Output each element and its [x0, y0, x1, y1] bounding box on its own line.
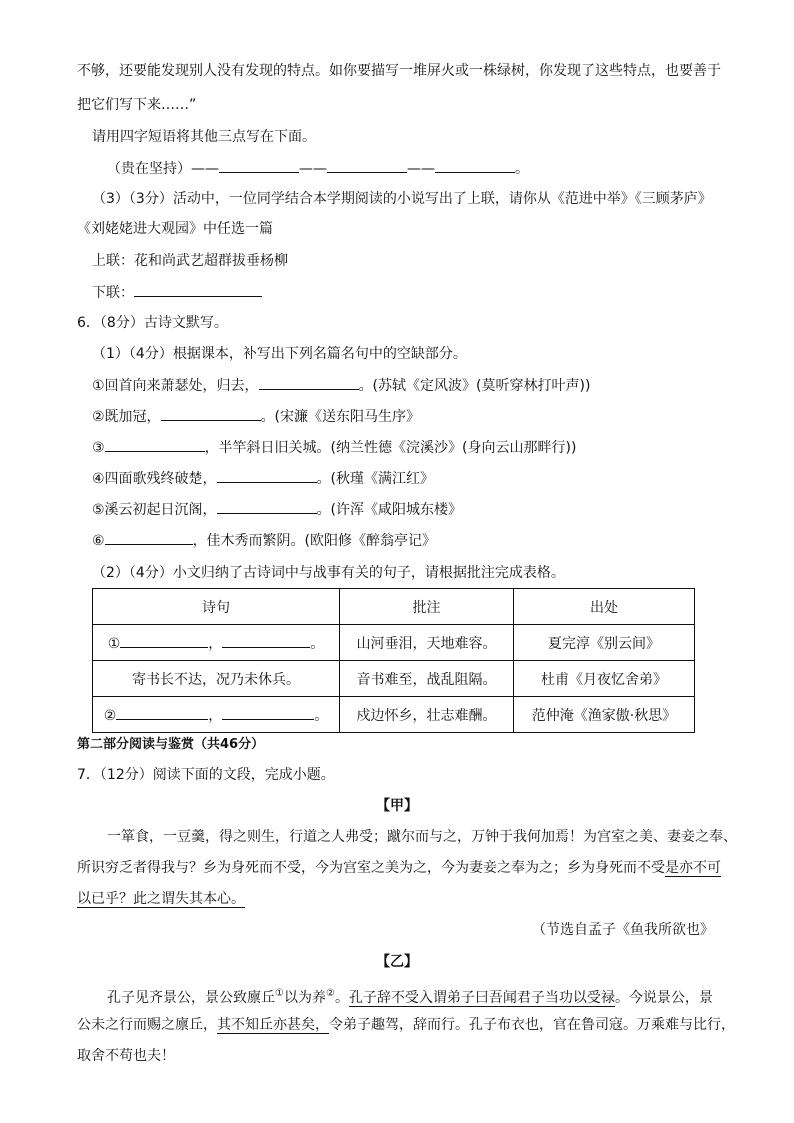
table-row-1-verse [93, 625, 340, 661]
q6-item-2-post: 。(宋濂《送东阳马生序》 [260, 409, 421, 425]
answer-line [107, 158, 529, 179]
row-1-sep: ， [208, 635, 223, 652]
row-3-end: 。 [314, 707, 329, 724]
jia-underlined-sentence-b: 以已乎？此之谓失其本心。 [77, 891, 245, 907]
answer-blank-3[interactable] [435, 158, 515, 173]
row-3-sep: ， [208, 707, 223, 724]
jia-line-3 [77, 889, 245, 909]
yi-line-1-a: 孔子见齐景公，景公致廪丘 [107, 990, 275, 1006]
jia-underlined-sentence-a: 是亦不可 [665, 860, 721, 876]
q6-item-2-pre: ②既加冠， [92, 409, 161, 425]
q3-line-2: 《刘姥姥进大观园》中任选一篇 [77, 221, 273, 237]
table-row-1-note: 山河垂泪，天地难容。 [340, 625, 514, 661]
intro-instruction: 请用四字短语将其他三点写在下面。 [92, 129, 316, 145]
answer-blank-1[interactable] [219, 158, 299, 173]
table-row [93, 625, 695, 661]
q6-item-4-blank[interactable] [217, 468, 317, 483]
q3-line-1: （3）（3分）活动中，一位同学结合本学期阅读的小说写出了上联，请你从《范进中举》《三顾茅庐》 [92, 191, 712, 207]
row-3-prefix: ② [103, 707, 117, 724]
jia-line-2-text: 所识穷乏者得我与？乡为身死而不受，今为宫室之美为之，今为妻妾之奉为之；乡为身死而不受 [77, 860, 665, 876]
answer-blank-2[interactable] [327, 158, 407, 173]
answer-dash-1: —— [299, 161, 327, 177]
q6-item-6 [92, 530, 436, 551]
row-3-blank-1[interactable] [116, 705, 208, 720]
yi-title: 【乙】 [376, 954, 418, 970]
table-row-2-verse: 寄书长不达，况乃未休兵。 [93, 661, 340, 697]
yi-line-2-a: 公未之行而赐之廪丘， [77, 1017, 217, 1033]
q6-item-6-post: ，佳木秀而繁阴。(欧阳修《醉翁亭记》 [192, 533, 437, 549]
jia-line-2 [77, 858, 721, 878]
answer-dash-2: —— [407, 161, 435, 177]
table-row-2-note: 音书难至，战乱阻隔。 [340, 661, 514, 697]
answer-prefix: （贵在坚持）—— [107, 161, 219, 177]
table-row-3-note: 戍边怀乡，壮志难酬。 [340, 697, 514, 733]
q6-item-2-blank[interactable] [161, 406, 261, 421]
q3-lower-couplet [92, 282, 262, 303]
q6-item-3 [92, 437, 576, 458]
poem-table [92, 588, 695, 733]
q3-upper-couplet: 上联：花和尚武艺超群拔垂杨柳 [92, 253, 288, 269]
intro-line-1: 不够，还要能发现别人没有发现的特点。如你要描写一堆屏火或一株绿树，你发现了这些特点，也要善于 [77, 63, 721, 79]
q6-item-1-pre: ①回首向来萧瑟处，归去， [92, 378, 259, 394]
footnote-mark-2: ② [325, 988, 335, 999]
part2-title: 第二部分阅读与鉴赏（共46分） [77, 737, 265, 752]
q6-item-3-post: ，半竿斜日旧关城。(纳兰性德《浣溪沙》(身向云山那畔行)) [204, 440, 577, 456]
yi-line-3: 取舍不苟也夫！ [77, 1048, 175, 1064]
row-1-blank-2[interactable] [222, 633, 310, 648]
q6-part2: （2）（4分）小文归纳了古诗词中与战事有关的句子，请根据批注完成表格。 [92, 565, 565, 581]
yi-line-1 [107, 984, 713, 1008]
table-row-3-verse [93, 697, 340, 733]
yi-underlined-sentence-a: 孔子辞不受入谓弟子曰吾闻君子当功以受禄 [348, 990, 615, 1006]
q6-item-5-post: 。(许浑《咸阳城东楼》 [316, 502, 463, 518]
q6-item-1-blank[interactable] [259, 375, 359, 390]
q7-title: 7．（12分）阅读下面的文段，完成小题。 [77, 767, 335, 783]
table-header-source: 出处 [514, 589, 695, 625]
jia-source: （节选自孟子《鱼我所欲也》 [532, 922, 714, 938]
row-1-end: 。 [310, 635, 325, 652]
q6-item-6-pre: ⑥ [92, 533, 105, 549]
jia-title: 【甲】 [376, 798, 418, 814]
q6-item-5-pre: ⑤溪云初起日沉阁， [92, 502, 217, 518]
q6-item-4-post: 。(秋瑾《满江红》 [316, 471, 435, 487]
q6-item-5-blank[interactable] [217, 499, 317, 514]
table-header-verse: 诗句 [93, 589, 340, 625]
q3-lower-label: 下联： [92, 285, 134, 301]
q6-item-4 [92, 468, 434, 489]
q6-item-4-pre: ④四面歌残终破楚， [92, 471, 217, 487]
yi-line-1-d: 。今说景公，景 [614, 990, 713, 1006]
q6-item-1 [92, 375, 590, 396]
table-row-1-source: 夏完淳《别云间》 [514, 625, 695, 661]
footnote-mark-1: ① [275, 988, 284, 999]
q6-item-3-blank[interactable] [105, 437, 205, 452]
table-header-row [93, 589, 695, 625]
q6-item-3-pre: ③ [92, 440, 105, 456]
yi-line-1-c: 。 [334, 990, 349, 1006]
row-1-prefix: ① [107, 635, 121, 652]
yi-line-1-b: 以为养 [283, 990, 326, 1006]
q6-title: 6．（8分）古诗文默写。 [77, 315, 228, 331]
table-header-note: 批注 [340, 589, 514, 625]
yi-line-2-b: 令弟子趣驾，辞而行。孔子布衣也，官在鲁司寇。万乘难与比行， [329, 1017, 735, 1033]
yi-line-2 [77, 1015, 735, 1035]
answer-period: 。 [515, 161, 529, 177]
q6-item-5 [92, 499, 462, 520]
q6-item-2 [92, 406, 420, 427]
jia-line-1: 一箪食，一豆羹，得之则生，行道之人弗受；蹴尔而与之，万钟于我何加焉！为宫室之美、妻妾之奉、 [107, 829, 737, 845]
table-row-3-source: 范仲淹《渔家傲·秋思》 [514, 697, 695, 733]
q6-item-1-post: 。(苏轼《定风波》(莫听穿林打叶声)) [358, 378, 591, 394]
table-row [93, 697, 695, 733]
q3-lower-blank[interactable] [134, 282, 262, 297]
q6-part1: （1）（4分）根据课本，补写出下列名篇名句中的空缺部分。 [92, 346, 467, 362]
row-3-blank-2[interactable] [222, 705, 314, 720]
table-row-2-source: 杜甫《月夜忆舍弟》 [514, 661, 695, 697]
row-1-blank-1[interactable] [120, 633, 208, 648]
q6-item-6-blank[interactable] [105, 530, 193, 545]
intro-line-2: 把它们写下来……” [77, 97, 197, 113]
table-row [93, 661, 695, 697]
yi-underlined-sentence-b: 其不知丘亦甚矣， [217, 1017, 329, 1033]
